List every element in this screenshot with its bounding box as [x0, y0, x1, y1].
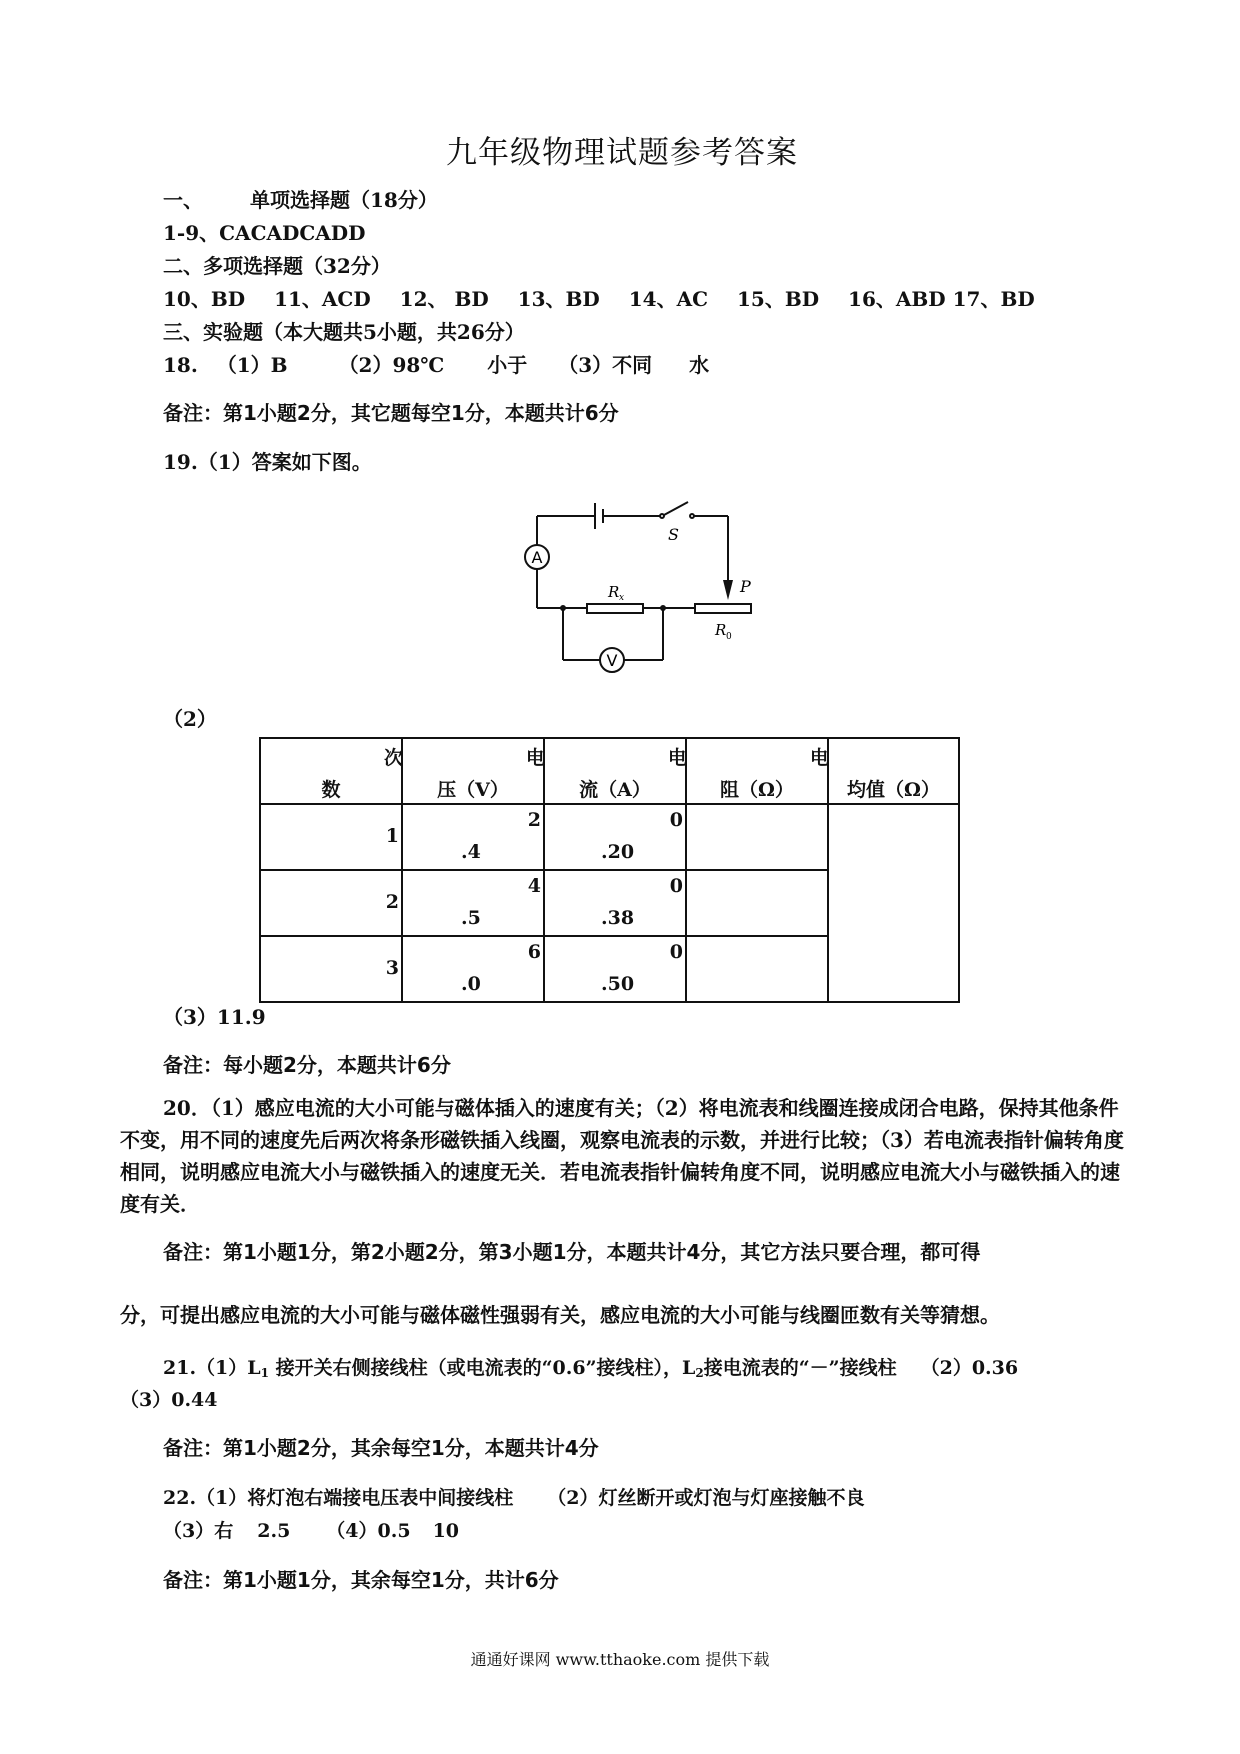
q22-part4: （4）0.5 — [326, 1520, 411, 1542]
table-header-row — [260, 738, 959, 804]
circuit-diagram — [520, 490, 770, 685]
section-3-heading: 三、实验题（本大题共5小题，共26分） — [163, 320, 525, 344]
header-voltage: 电 压（V） — [402, 738, 544, 804]
header-count: 次 数 — [260, 738, 402, 804]
l2-subscript: 2 — [695, 1366, 704, 1380]
row-number: 2 — [260, 870, 402, 936]
q18-part3: 小于 — [487, 353, 528, 377]
resistance-cell — [686, 936, 828, 1002]
measurement-table — [259, 737, 960, 1003]
voltmeter-label: V — [606, 651, 618, 670]
r0-label: R — [715, 621, 727, 639]
answer-19-part3: （3）11.9 — [163, 1005, 266, 1029]
answer-15: 15、BD — [736, 287, 820, 311]
resistance-cell — [686, 804, 828, 870]
switch-blade — [664, 502, 688, 515]
note-21: 备注：第1小题2分，其余每空1分，本题共计4分 — [163, 1436, 599, 1460]
q22-part3: （3）右 — [163, 1520, 234, 1542]
answer-19-part1: 19.（1）答案如下图。 — [163, 450, 372, 474]
section-2-heading: 二、多项选择题（32分） — [163, 254, 391, 278]
note-22: 备注：第1小题1分，其余每空1分，共计6分 — [163, 1568, 559, 1592]
answer-12: 12、 BD — [399, 287, 489, 311]
answer-11: 11、ACD — [274, 287, 371, 311]
slider-arrow — [723, 580, 733, 600]
q18-part5: 水 — [689, 353, 710, 377]
q21-part-d: （2）0.36 — [920, 1357, 1019, 1379]
q21-part-b: 接开关右侧接线柱（或电流表的“0.6”接线柱），L — [269, 1357, 696, 1379]
l1-subscript: 1 — [260, 1366, 269, 1380]
q18-part2: （2）98℃ — [338, 353, 445, 377]
answers-10-17 — [163, 286, 1035, 312]
resistor-rx — [587, 604, 643, 613]
footer-credit: 通通好课网 www.tthaoke.com 提供下载 — [470, 1650, 770, 1669]
answer-16-17: 16、ABD 17、BD — [848, 287, 1035, 311]
rx-label: R — [608, 583, 620, 601]
page-title: 九年级物理试题参考答案 — [446, 135, 798, 171]
answers-1-9: 1-9、CACADCADD — [163, 221, 366, 245]
answer-22-line1 — [163, 1485, 865, 1511]
slider-label: P — [740, 577, 751, 596]
r0-subscript: 0 — [726, 632, 732, 642]
voltage-cell: 4 .5 — [402, 870, 544, 936]
note-19: 备注：每小题2分，本题共计6分 — [163, 1053, 451, 1077]
answer-13: 13、BD — [517, 287, 600, 311]
answer-21 — [163, 1355, 1018, 1386]
section-1-heading: 单项选择题（18分） — [250, 188, 438, 212]
note-20-line2: 分，可提出感应电流的大小可能与磁体磁性强弱有关，感应电流的大小可能与线圈匝数有关等猜想。 — [120, 1303, 1000, 1327]
current-cell: 0 .50 — [544, 936, 686, 1002]
q21-part-c: 接电流表的“－”接线柱 — [703, 1357, 897, 1379]
header-resistance: 电 阻（Ω） — [686, 738, 828, 804]
note-18: 备注：第1小题2分，其它题每空1分，本题共计6分 — [163, 401, 619, 425]
row-number: 1 — [260, 804, 402, 870]
resistance-cell — [686, 870, 828, 936]
q21-part-a: 21.（1）L — [163, 1357, 261, 1379]
answer-20: 20．（1）感应电流的大小可能与磁体插入的速度有关；（2）将电流表和线圈连接成闭合电路，保持其他条件不变，用不同的速度先后两次将条形磁铁插入线圈，观察电流表的示数，并进行比较；（3）若电流表指针偏转角度相同，说明感应电流大小与磁铁插入的速度无关．若电流表指针偏转角度不同，说明感应电流大小与磁铁插入的速度有关． — [120, 1096, 1124, 1216]
section-1-number: 一、 — [163, 188, 203, 212]
q22-part3-value: 2.5 — [257, 1520, 291, 1542]
q22-part2: （2）灯丝断开或灯泡与灯座接触不良 — [547, 1487, 865, 1509]
rheostat-r0 — [695, 604, 751, 613]
answer-21-line2: （3）0.44 — [120, 1389, 218, 1411]
voltage-cell: 2 .4 — [402, 804, 544, 870]
answer-19-part2: （2） — [163, 707, 217, 731]
q22-part4-value: 10 — [432, 1520, 460, 1542]
ammeter-label: A — [531, 548, 543, 567]
answer-22-line2 — [163, 1518, 459, 1544]
q18-part4: （3）不同 — [558, 353, 653, 377]
q18-label: 18. — [163, 353, 198, 377]
current-cell: 0 .20 — [544, 804, 686, 870]
voltage-cell: 6 .0 — [402, 936, 544, 1002]
header-current: 电 流（A） — [544, 738, 686, 804]
current-cell: 0 .38 — [544, 870, 686, 936]
rx-subscript: x — [619, 593, 625, 603]
header-average: 均值（Ω） — [828, 738, 959, 804]
answer-18 — [163, 352, 709, 378]
table-row — [260, 804, 959, 870]
answer-14: 14、AC — [628, 287, 709, 311]
answer-10: 10、BD — [163, 287, 246, 311]
note-20-line1: 备注：第1小题1分，第2小题2分，第3小题1分，本题共计4分，其它方法只要合理，都可得 — [163, 1240, 981, 1264]
q18-part1: （1）B — [216, 353, 288, 377]
q22-part1: 22.（1）将灯泡右端接电压表中间接线柱 — [163, 1487, 514, 1509]
switch-label: S — [668, 525, 679, 544]
average-cell — [828, 804, 959, 1002]
row-number: 3 — [260, 936, 402, 1002]
